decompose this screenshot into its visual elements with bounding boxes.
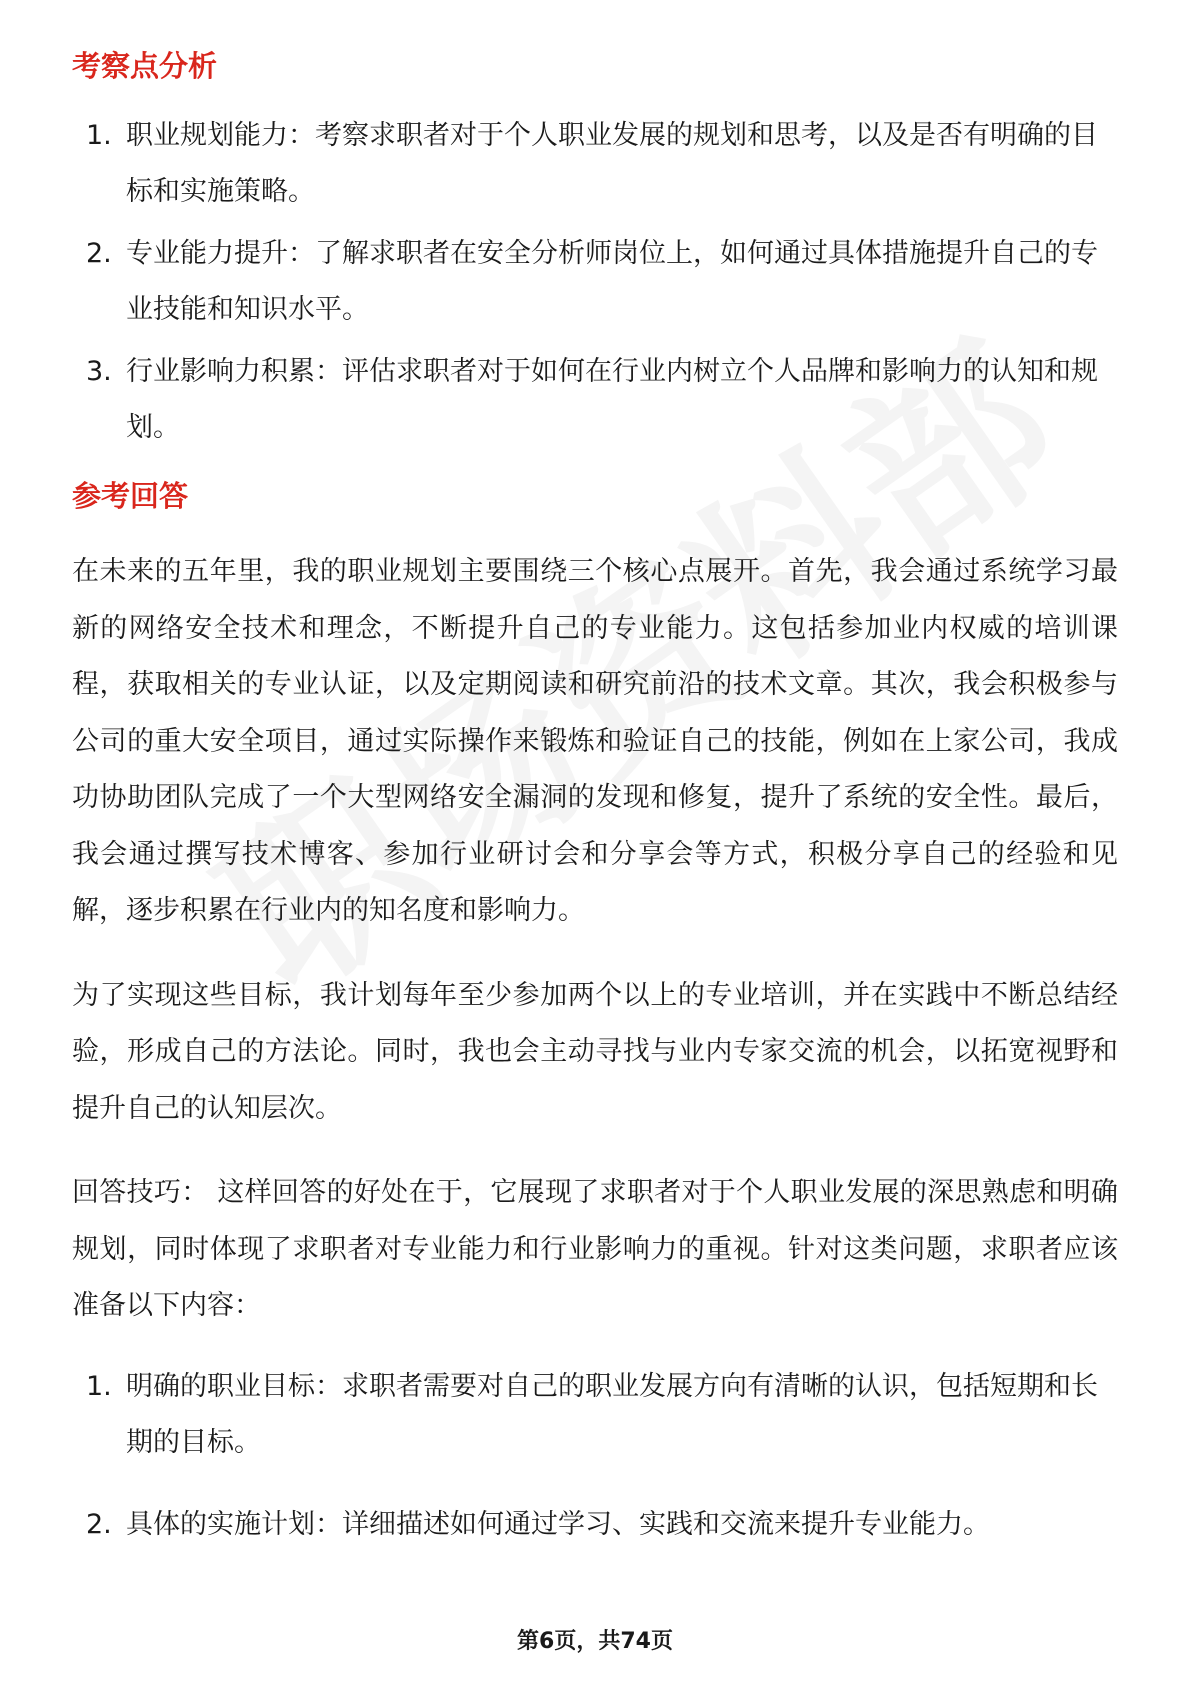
analysis-list [72, 108, 1118, 456]
list-number: 1. [86, 1370, 112, 1402]
list-item [72, 226, 1118, 338]
tips-paragraph: 回答技巧： 这样回答的好处在于，它展现了求职者对于个人职业发展的深思熟虑和明确规划，同时体现了求职者对专业能力和行业影响力的重视。针对这类问题，求职者应该准备以下内容： [72, 1177, 1118, 1321]
list-number: 2. [86, 238, 112, 269]
list-text: 行业影响力积累：评估求职者对于如何在行业内树立个人品牌和影响力的认知和规划。 [126, 356, 1098, 443]
list-number: 2. [86, 1508, 112, 1540]
list-text: 职业规划能力：考察求职者对于个人职业发展的规划和思考，以及是否有明确的目标和实施策略。 [126, 120, 1098, 207]
list-number: 3. [86, 356, 112, 387]
list-number: 1. [86, 120, 112, 151]
list-text: 具体的实施计划：详细描述如何通过学习、实践和交流来提升专业能力。 [126, 1508, 990, 1540]
list-item [72, 108, 1118, 220]
preparation-list [72, 1359, 1118, 1553]
list-text: 专业能力提升：了解求职者在安全分析师岗位上，如何通过具体措施提升自己的专业技能和知识水平。 [126, 238, 1098, 325]
list-text: 明确的职业目标：求职者需要对自己的职业发展方向有清晰的认识，包括短期和长期的目标。 [126, 1370, 1098, 1458]
list-item [72, 1497, 1118, 1553]
list-item [72, 344, 1118, 456]
section-heading-analysis: 考察点分析 [72, 49, 218, 83]
answer-paragraph: 在未来的五年里，我的职业规划主要围绕三个核心点展开。首先，我会通过系统学习最新的网络安全技术和理念，不断提升自己的专业能力。这包括参加业内权威的培训课程，获取相关的专业认证，以及定期阅读和研究前沿的技术文章。其次，我会积极参与公司的重大安全项目，通过实际操作来锻炼和验证自己的技能，例如在上家公司，我成功协助团队完成了一个大型网络安全漏洞的发现和修复，提升了系统的安全性。最后，我会通过撰写技术博客、参加行业研讨会和分享会等方式，积极分享自己的经验和见解，逐步积累在行业内的知名度和影响力。 [72, 556, 1118, 926]
list-item [72, 1359, 1118, 1471]
section-heading-answer: 参考回答 [72, 479, 189, 513]
page-content [72, 46, 1118, 1579]
answer-paragraph: 为了实现这些目标，我计划每年至少参加两个以上的专业培训，并在实践中不断总结经验，形成自己的方法论。同时，我也会主动寻找与业内专家交流的机会，以拓宽视野和提升自己的认知层次。 [72, 979, 1118, 1124]
page-number: 第6页，共74页 [517, 1629, 673, 1654]
